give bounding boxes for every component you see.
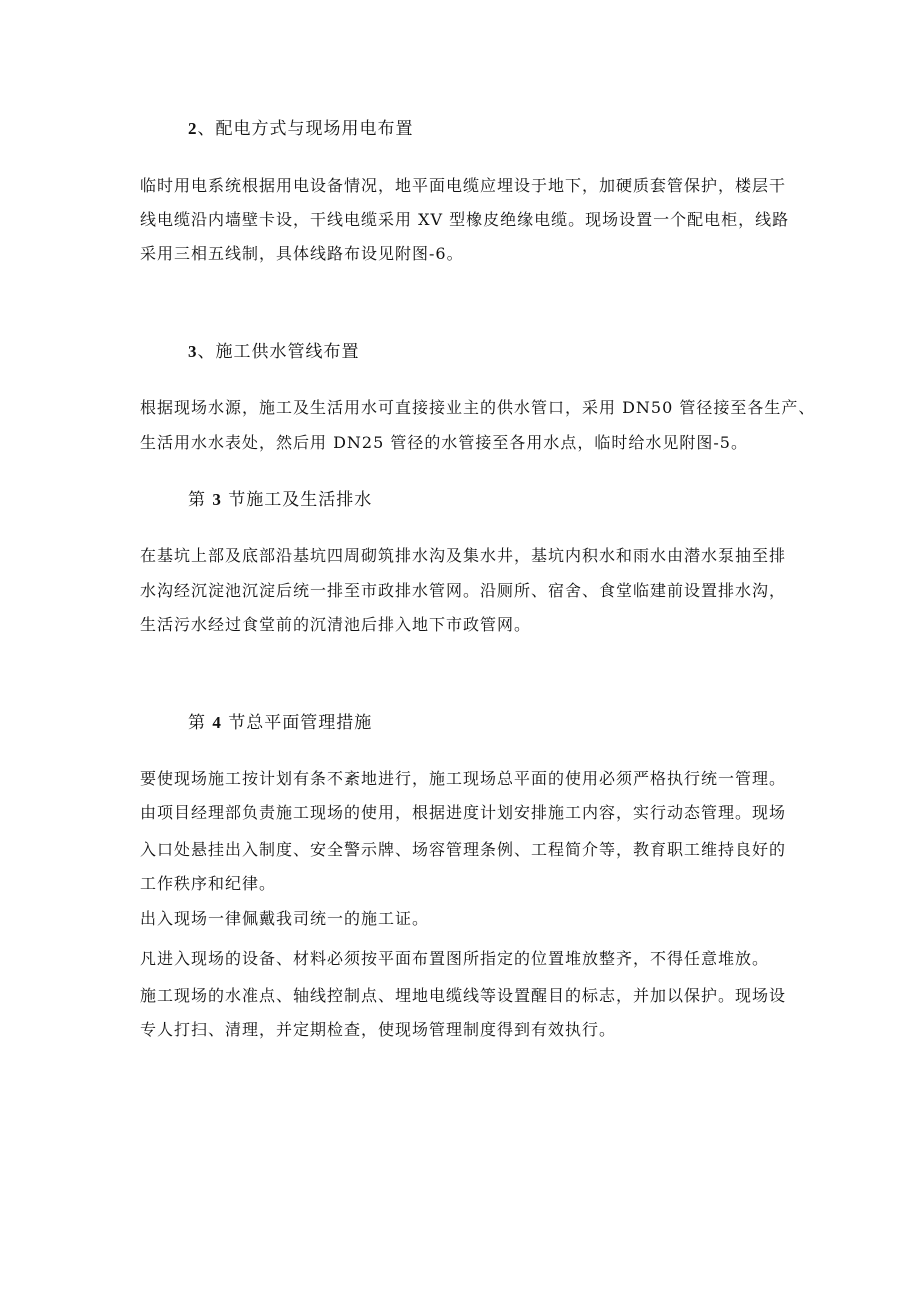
heading-text: 、施工供水管线布置 xyxy=(197,342,360,362)
paragraph-line: 要使现场施工按计划有条不紊地进行，施工现场总平面的使用必须严格执行统一管理。 xyxy=(140,769,787,788)
heading-prefix: 第 xyxy=(188,490,213,510)
section-heading xyxy=(188,340,920,364)
paragraph-line: 入口处悬挂出入制度、安全警示牌、场容管理条例、工程简介等，教育职工维持良好的 xyxy=(140,840,787,859)
paragraph-line: 专人打扫、清理，并定期检查，使现场管理制度得到有效执行。 xyxy=(140,1020,617,1039)
paragraph-line: 线电缆沿内墙壁卡设，干线电缆采用 XV 型橡皮绝缘电缆。现场设置一个配电柜，线路 xyxy=(140,210,790,229)
section-heading xyxy=(188,117,920,141)
paragraph-line: 水沟经沉淀池沉淀后统一排至市政排水管网。沿厕所、宿舍、食堂临建前设置排水沟， xyxy=(140,581,787,600)
section-heading xyxy=(188,488,920,512)
paragraph-line: 生活用水水表处，然后用 DN25 管径的水管接至各用水点，临时给水见附图-5。 xyxy=(140,433,748,452)
paragraph-line: 施工现场的水准点、轴线控制点、埋地电缆线等设置醒目的标志，并加以保护。现场设 xyxy=(140,986,787,1005)
paragraph-line: 临时用电系统根据用电设备情况，地平面电缆应埋设于地下，加硬质套管保护，楼层干 xyxy=(140,176,787,195)
heading-number: 4 xyxy=(212,713,222,732)
section-heading xyxy=(188,711,920,735)
paragraph-line: 出入现场一律佩戴我司统一的施工证。 xyxy=(140,909,430,928)
heading-text: 节总平面管理措施 xyxy=(221,713,373,733)
paragraph-line: 生活污水经过食堂前的沉清池后排入地下市政管网。 xyxy=(140,615,532,634)
paragraph-line: 根据现场水源，施工及生活用水可直接接业主的供水管口，采用 DN50 管径接至各生产、 xyxy=(140,398,816,417)
paragraph-line: 采用三相五线制，具体线路布设见附图-6。 xyxy=(140,244,464,263)
heading-text: 节施工及生活排水 xyxy=(221,490,373,510)
paragraph-line: 凡进入现场的设备、材料必须按平面布置图所指定的位置堆放整齐，不得任意堆放。 xyxy=(140,949,770,968)
paragraph-line: 工作秩序和纪律。 xyxy=(140,874,277,893)
heading-prefix: 第 xyxy=(188,713,213,733)
heading-text: 、配电方式与现场用电布置 xyxy=(197,119,414,139)
heading-number: 3 xyxy=(188,342,198,361)
heading-number: 3 xyxy=(212,490,222,509)
paragraph-line: 由项目经理部负责施工现场的使用，根据进度计划安排施工内容，实行动态管理。现场 xyxy=(140,803,787,822)
paragraph-line: 在基坑上部及底部沿基坑四周砌筑排水沟及集水井，基坑内积水和雨水由潜水泵抽至排 xyxy=(140,546,787,565)
heading-number: 2 xyxy=(188,119,198,138)
